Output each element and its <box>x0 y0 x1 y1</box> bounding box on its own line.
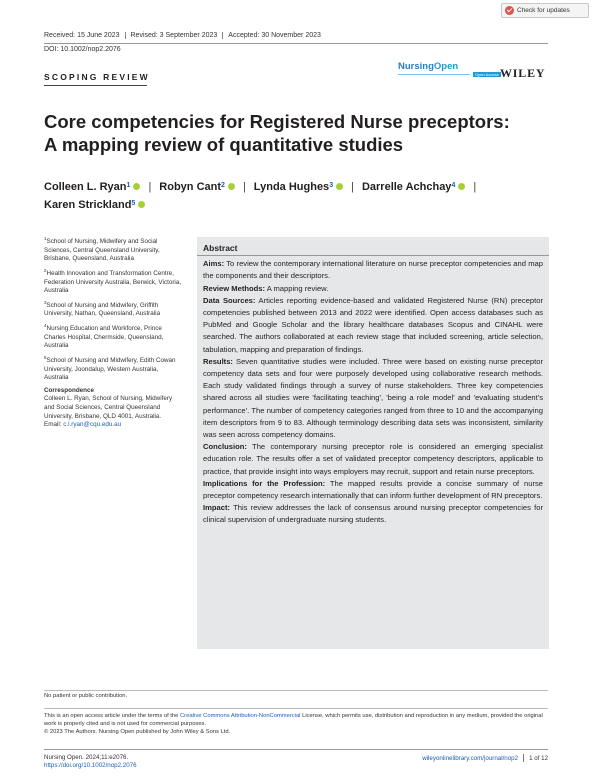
citation <box>44 754 137 771</box>
citation-text: Nursing Open. 2024;11:e2076. <box>44 754 129 761</box>
accepted-date: Accepted: 30 November 2023 <box>228 32 321 39</box>
affiliation: $^2$Health Innovation and Transformation Centre, Federation University Australia, Berwick, Victoria, Australia <box>44 267 182 295</box>
orcid-icon[interactable] <box>138 201 145 208</box>
author[interactable]: Lynda Hughes$^3$ <box>254 181 343 193</box>
journal-name-part1: Nursing <box>398 61 434 72</box>
title-line-2: A mapping review of quantitative studies <box>44 134 404 155</box>
abstract-impact: Impact: This review addresses the lack of consensus around nursing preceptor competencies for clinical supervision of undergraduate nursing students. <box>203 503 543 525</box>
header-divider <box>44 43 548 44</box>
orcid-icon[interactable] <box>133 183 140 190</box>
journal-logo-line <box>398 74 470 75</box>
correspondence-text: Colleen L. Ryan, School of Nursing, Midwifery and Social Sciences, Central Queensland University, Brisbane, QLD 4001, Australia. <box>44 395 173 420</box>
page-number: 1 of 12 <box>529 754 548 762</box>
article-type-rule <box>44 85 147 86</box>
revised-date: Revised: 3 September 2023 <box>131 32 224 39</box>
affiliation: $^3$School of Nursing and Midwifery, Griffith University, Nathan, Queensland, Australia <box>44 299 161 318</box>
journal-url-link[interactable]: wileyonlinelibrary.com/journal/nop2 <box>422 754 519 762</box>
check-updates-label: Check for updates <box>517 7 570 14</box>
abstract-review-methods: Review Methods: A mapping review. <box>203 283 329 293</box>
citation-doi-link[interactable]: https://doi.org/10.1002/nop2.2076 <box>44 762 137 770</box>
copyright: © 2023 The Authors. Nursing Open published by John Wiley & Sons Ltd. <box>44 729 231 736</box>
abstract-conclusion: Conclusion: The contemporary nursing preceptor role is considered an emerging specialist education role. The results offer a set of validated preceptor competency descriptors, applicable to practice, that provide insight into ways employers may recruit, support and retain nurse preceptors. <box>203 442 543 476</box>
open-access-badge: Open Access <box>475 72 499 77</box>
author[interactable]: Karen Strickland$^5$ <box>44 199 145 211</box>
publisher-logo[interactable]: WILEY <box>500 66 546 80</box>
affiliation: $^1$School of Nursing, Midwifery and Social Sciences, Central Queensland University, Brisbane, Queensland, Australia <box>44 236 160 263</box>
abstract-heading: Abstract <box>203 243 238 253</box>
abstract-results: Results: Seven quantitative studies were included. Three were based on existing nurse preceptor competency data sets and four were purposely developed using collaborative research methods. Each study validated findings through a survey of nurse stakeholders. Three key competencies shared across all studies were 'facilitating teaching', 'being a role model' and 'evaluating student's performance'. The number of competency categories ranged from three to 10 and the accompanying item descriptors from 9 to 83. Although terminology describing data sets was inconsistent, similarity was seen across competency domains. <box>203 356 543 440</box>
license-text: This is an open access article under the terms of the Creative Commons Attribution-NonCommercial License, which permits use, distribution and reproduction in any medium, provided the original work is properly cited and is not used for commercial purposes. © 2023 The Authors. Nursing Open published by John Wiley & Sons Ltd. <box>44 713 543 736</box>
correspondence-email: Email: c.l.ryan@cqu.edu.au <box>44 421 122 429</box>
check-updates-icon <box>505 6 514 15</box>
affiliation: $^4$Nursing Education and Workforce, Prince Charles Hospital, Chermside, Queensland, Australia <box>44 323 164 350</box>
affiliation: $^5$School of Nursing and Midwifery, Edith Cowan University, Joondalup, Western Australia, Australia <box>44 354 176 382</box>
correspondence-heading: Correspondence <box>44 386 95 394</box>
author[interactable]: Robyn Cant$^2$ <box>159 181 235 193</box>
abstract-rule <box>197 255 549 256</box>
affiliations <box>44 235 184 430</box>
doi: DOI: 10.1002/nop2.2076 <box>44 46 121 53</box>
author[interactable]: Colleen L. Ryan$^1$ <box>44 181 140 193</box>
received-date: Received: 15 June 2023 <box>44 32 126 39</box>
contribution-statement: No patient or public contribution. <box>44 693 128 699</box>
title-line-1: Core competencies for Registered Nurse preceptors: <box>44 111 510 132</box>
journal-logo[interactable] <box>398 61 458 72</box>
author-list: Colleen L. Ryan$^1$ | Robyn Cant$^2$ | Lynda Hughes$^3$ | Darrelle Achchay$^4$ | Karen Strickland$^5$ <box>44 181 477 211</box>
email-link[interactable]: c.l.ryan@cqu.edu.au <box>63 421 122 429</box>
check-for-updates-button[interactable] <box>501 3 589 18</box>
license-rule <box>44 708 548 709</box>
orcid-icon[interactable] <box>228 183 235 190</box>
abstract-box <box>197 237 549 649</box>
license-link[interactable]: Creative Commons Attribution-NonCommercial <box>179 713 301 719</box>
abstract-aims: Aims: To review the contemporary international literature on nurse preceptor competencies and map the components and their descriptors. <box>203 259 543 281</box>
orcid-icon[interactable] <box>336 183 343 190</box>
author[interactable]: Darrelle Achchay$^4$ <box>362 181 465 193</box>
abstract-implications: Implications for the Profession: The mapped results provide a concise summary of nurse preceptor competency research internationally that can inform further development of RN preceptors. <box>203 478 544 501</box>
journal-name-part2: Open <box>433 61 459 72</box>
footer-right <box>422 754 548 762</box>
article-dates <box>44 32 331 39</box>
article-type: SCOPING REVIEW <box>44 72 150 82</box>
orcid-icon[interactable] <box>458 183 465 190</box>
article-title <box>44 110 514 156</box>
footnote-rule <box>44 690 548 691</box>
footer-rule <box>44 749 548 750</box>
abstract-data-sources: Data Sources: Articles reporting evidence-based and validated Registered Nurse (RN) preceptor competencies published between 2013 and 2022 were identified. Open access databases such as PubMed and Google Scholar and the library healthcare databases Scopus and CINAHL were searched. The authors collaborated at each review stage that included screening, article selection, tabulation, mapping and preparation of findings. <box>203 295 543 354</box>
